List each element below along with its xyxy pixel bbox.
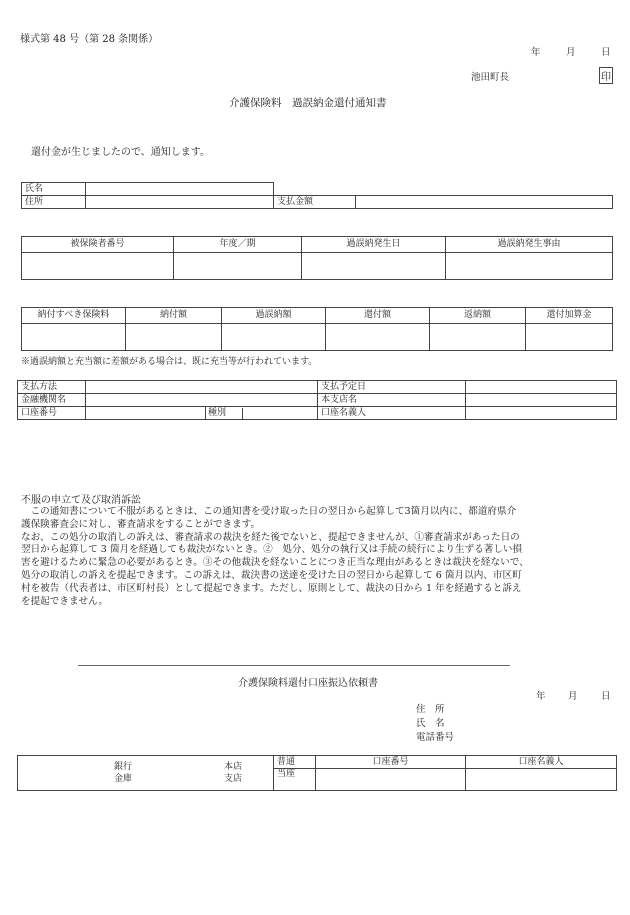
document-title: 介護保険料 過誤納金還付通知書 (229, 97, 387, 109)
overpayment-reason-header: 過誤納発生事由 (446, 237, 613, 253)
paid-amount-header: 納付額 (126, 308, 222, 324)
account-type-label: 種別 (206, 408, 243, 419)
table-cell (446, 253, 613, 280)
table-cell (22, 324, 126, 351)
table-cell (222, 324, 326, 351)
insured-info-table (21, 236, 613, 280)
date-month-label: 月 (566, 47, 576, 58)
bank-name-label: 金融機関名 (18, 394, 86, 407)
account-number-label: 口座番号 (18, 407, 86, 420)
request-name-label: 氏 名 (416, 718, 445, 729)
table-cell (174, 253, 302, 280)
request-day-label: 日 (601, 691, 611, 702)
appeal-line: この通知書について不服があるときは、この通知書を受け取った日の翌日から起算して3箇月以内に、都道府県介 (21, 506, 517, 517)
appeal-line: 村を被告（代表者は、市区町村長）として提起できます。ただし、原則として、裁決の日から 1 年を経過すると訴え (21, 582, 522, 594)
date-year-label: 年 (531, 47, 541, 58)
table-cell (302, 253, 446, 280)
payment-amount-label: 支払金額 (274, 196, 356, 209)
cut-line (78, 665, 510, 666)
amount-table (21, 307, 613, 351)
account-type-cell (206, 407, 318, 420)
table-cell (126, 324, 222, 351)
ordinary-account-label: 普通 (274, 756, 316, 769)
recipient-table (21, 182, 613, 209)
payment-method-value-cell (86, 381, 318, 394)
request-year-label: 年 (536, 691, 546, 702)
request-address-label: 住 所 (416, 704, 445, 715)
intro-text: 還付金が生じましたので、通知します。 (31, 147, 210, 158)
required-premium-header: 納付すべき保険料 (22, 308, 126, 324)
request-form-title: 介護保険料還付口座振込依頼書 (238, 678, 378, 689)
request-account-holder-header: 口座名義人 (466, 756, 617, 769)
branch-name-value-cell (466, 394, 617, 407)
request-account-holder-value-cell (466, 769, 617, 791)
table-cell (326, 324, 430, 351)
branch-label: 支店 (224, 774, 243, 784)
scheduled-date-label: 支払予定日 (318, 381, 466, 394)
main-branch-label: 本店 (224, 762, 243, 772)
refund-interest-header: 還付加算金 (526, 308, 613, 324)
account-holder-value-cell (466, 407, 617, 420)
overpayment-date-header: 過誤納発生日 (302, 237, 446, 253)
scheduled-date-value-cell (466, 381, 617, 394)
bank-label: 銀行 (114, 762, 133, 772)
name-value-cell (86, 183, 274, 196)
seal-stamp: 印 (599, 67, 613, 84)
appeal-line: 護保険審査会に対し、審査請求をすることができます。 (21, 518, 261, 530)
appeal-line: を提起できません。 (21, 595, 108, 607)
address-label: 住所 (22, 196, 86, 209)
table-cell (22, 253, 174, 280)
insured-number-header: 被保険者番号 (22, 237, 174, 253)
appeal-line: 害を避けるために緊急の必要があるとき。③その他裁決を経ないことにつき正当な理由があるときは裁決を経ないで、 (21, 557, 529, 569)
appeal-line: なお、この処分の取消しの訴えは、審査請求の裁決を経た後でないと、提起できませんが、①審査請求があった日の (21, 531, 520, 543)
bank-name-value-cell (86, 394, 318, 407)
overpaid-amount-header: 過誤納額 (222, 308, 326, 324)
form-number: 様式第 48 号（第 28 条関係） (20, 34, 159, 45)
payment-method-label: 支払方法 (18, 381, 86, 394)
request-account-number-header: 口座番号 (316, 756, 466, 769)
account-holder-label: 口座名義人 (318, 407, 466, 420)
request-phone-label: 電話番号 (416, 732, 455, 743)
bank-branch-cell (18, 756, 274, 791)
branch-name-label: 本支店名 (318, 394, 466, 407)
returned-amount-header: 返納額 (430, 308, 526, 324)
credit-union-label: 金庫 (114, 774, 133, 784)
date-day-label: 日 (601, 47, 611, 58)
transfer-account-table (17, 755, 617, 791)
payment-method-table (17, 380, 617, 420)
table-cell (526, 324, 613, 351)
account-number-value-cell (86, 407, 206, 420)
appeal-line: 処分の取消しの訴えを提起できます。この訴えは、裁決書の送達を受けた日の翌日から起算して 6 箇月以内、市区町 (21, 569, 522, 581)
appeal-line: 翌日から起算して 3 箇月を経過しても裁決がないとき。② 処分、処分の執行又は手続の続行により生ずる著しい損 (21, 544, 523, 556)
fiscal-period-header: 年度／期 (174, 237, 302, 253)
payment-amount-value-cell (356, 196, 613, 209)
issuer-name: 池田町長 (471, 72, 510, 83)
refund-amount-header: 還付額 (326, 308, 430, 324)
request-account-number-value-cell (316, 769, 466, 791)
appeal-notice (21, 506, 529, 608)
address-value-cell (86, 196, 274, 209)
appeal-heading: 不服の申立て及び取消訴訟 (21, 495, 141, 506)
table-cell (430, 324, 526, 351)
overpayment-note: ※過誤納額と充当額に差額がある場合は、既に充当等が行われています。 (21, 357, 318, 367)
checking-account-label: 当座 (274, 769, 316, 791)
request-month-label: 月 (568, 691, 578, 702)
name-label: 氏名 (22, 183, 86, 196)
